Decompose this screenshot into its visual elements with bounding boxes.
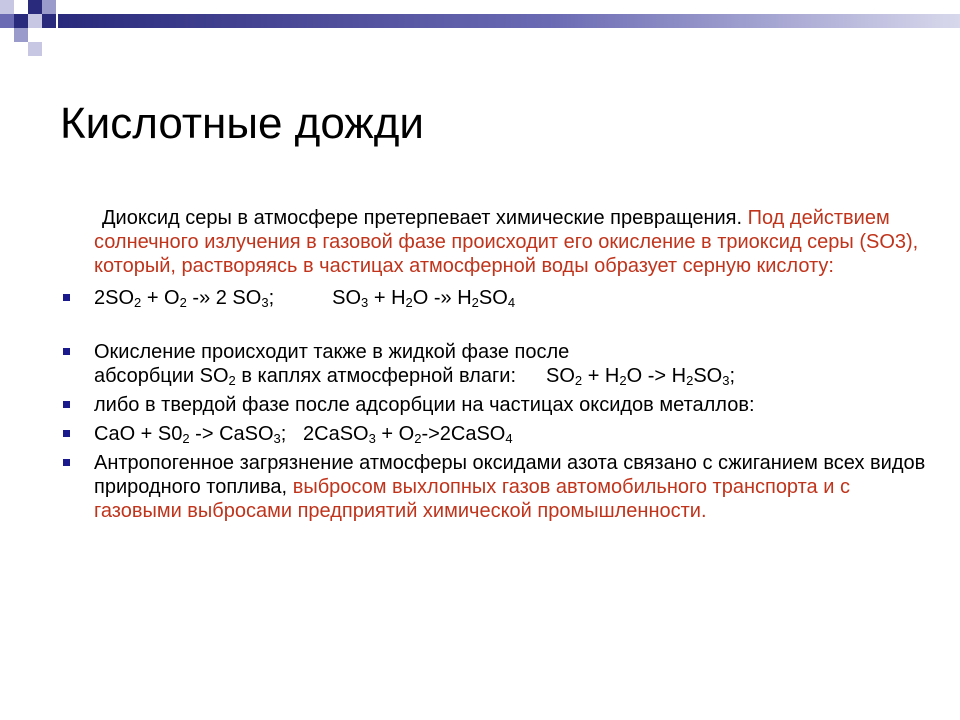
slide-body (56, 206, 936, 523)
bullet-icon (63, 430, 70, 437)
intro-red-text: Под действием солнечного излучения в газовой фазе происходит его окисление в триоксид серы (SO3), который, растворяясь в частицах атмосферной воды образует серную кислоту: (94, 207, 919, 277)
deco-square (0, 0, 14, 14)
header-bar (58, 14, 960, 28)
deco-square (42, 14, 56, 28)
intro-paragraph (56, 206, 936, 278)
list-item-solid-phase: либо в твердой фазе после адсорбции на частицах оксидов металлов: (56, 393, 936, 417)
deco-square (42, 0, 56, 14)
list-item-equation-2: CaO + $S0_2$ -> CaSO$_3$; 2CaSO$_3$ + $O_2->2CaSO_4$ (56, 422, 936, 446)
bullet-icon (63, 401, 70, 408)
list-item-anthropogenic (56, 451, 936, 523)
intro-text: Диоксид серы в атмосфере претерпевает химические превращения. (102, 207, 743, 229)
bullet-icon (63, 459, 70, 466)
deco-square (28, 0, 42, 14)
deco-square (28, 28, 42, 42)
deco-square (14, 14, 28, 28)
slide-title: Кислотные дожди (60, 99, 424, 148)
deco-square (28, 14, 42, 28)
anthropogenic-red-text: выбросом выхлопных газов автомобильного транспорта и с газовыми выбросами предприятий химической промышленности. (94, 476, 850, 522)
deco-square (14, 28, 28, 42)
bullet-icon (63, 348, 70, 355)
deco-square (14, 0, 28, 14)
deco-square (0, 14, 14, 28)
bullet-icon (63, 294, 70, 301)
deco-square (28, 42, 42, 56)
anthropogenic-text: Антропогенное загрязнение атмосферы оксидами азота связано с сжиганием всех видов природного топлива, (94, 452, 926, 498)
list-item-liquid-oxidation: Окисление происходит также в жидкой фазе после абсорбции $SO_2$ в каплях атмосферной влаги: $SO_2 + H_2O -> H_2SO_3$; (56, 340, 936, 388)
header-decoration (0, 0, 960, 60)
list-item-equation-1: $2SO_2 + O_2$ -» 2 $SO_3$; $SO_3 + H_2O$ -» $H_2SO_4$ (56, 286, 936, 310)
